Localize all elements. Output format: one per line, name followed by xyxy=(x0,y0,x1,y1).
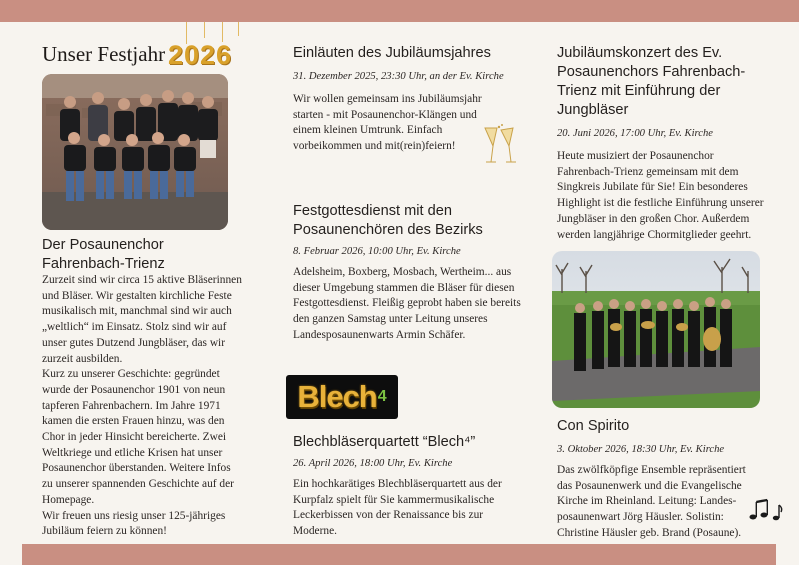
event-text: Das zwölfköpfige Ensemble repräsentiert das Posaunenwerk und die Evangelische Kirche im Rheinland. Leitung: Landes-posaunenwart Jörg Häusler. Solistin: Christine Häusler geb. Brand (Posaune). xyxy=(557,464,746,539)
balloon-string xyxy=(238,22,239,36)
bottom-band xyxy=(0,544,799,565)
festjahr-year: 2026 xyxy=(168,40,233,70)
event-text: Ein hochkarätiges Blechbläserquartett aus der Kurpfalz spielt für Sie kammermusikalische Leckerbissen von der Renaissance bis zur Moderne. xyxy=(293,478,502,538)
event-meta: 26. April 2026, 18:00 Uhr, Ev. Kirche xyxy=(293,458,453,469)
event-meta: 8. Februar 2026, 10:00 Uhr, Ev. Kirche xyxy=(293,246,461,257)
event-blech4 xyxy=(293,433,523,540)
balloon-string xyxy=(222,22,223,42)
event-text: Wir wollen gemeinsam ins Jubiläumsjahr starten - mit Posaunenchor-Klängen und einem kleinen Umtrunk. Einfach vorbeikommen und mit(rein)feiern! xyxy=(293,93,482,153)
music-notes-icon xyxy=(748,497,784,523)
event-title: Blechbläserquartett “Blech⁴” xyxy=(293,434,476,450)
blech4-logo-text: Blech xyxy=(297,379,377,414)
top-band xyxy=(0,0,799,22)
event-meta: 20. Juni 2026, 17:00 Uhr, Ev. Kirche xyxy=(557,128,713,139)
balloon-string xyxy=(204,22,205,38)
choir-paragraph: Zurzeit sind wir circa 15 aktive Bläserinnen und Bläser. Wir gestalten kirchliche Feste musikalisch mit, manchmal sind wir auch „weltlich“ im Einsatz. Stolz sind wir auf unser gutes Dutzend Jungbläser, das wir zurzeit ausbilden. xyxy=(42,274,242,365)
event-jubilaeumskonzert xyxy=(557,44,772,243)
blech4-logo-sup: 4 xyxy=(377,388,387,405)
event-title: Con Spirito xyxy=(557,418,630,434)
event-title: Jubiläumskonzert des Ev. Posaunenchors Fahrenbach-Trienz mit Einführung der Jungbläser xyxy=(557,45,746,118)
blech4-logo xyxy=(286,375,398,419)
festjahr-title: Unser Festjahr xyxy=(42,42,166,66)
event-con-spirito xyxy=(557,417,772,542)
event-festgottesdienst xyxy=(293,202,523,344)
event-title: Einläuten des Jubiläumsjahres xyxy=(293,45,491,61)
event-meta: 31. Dezember 2025, 23:30 Uhr, an der Ev. Kirche xyxy=(293,71,504,82)
choir-group-photo xyxy=(42,74,228,230)
choir-heading: Der Posaunenchor Fahrenbach-Trienz xyxy=(42,237,165,272)
champagne-glasses-icon xyxy=(479,124,521,168)
event-text: Adelsheim, Boxberg, Mosbach, Wertheim... aus dieser Umgebung stammen die Bläser für diesen Festgottesdienst. Fleißig geprobt haben sie bereits den ganzen Samstag unter Leitung unseres Landesposaunenwarts Armin Schäfer. xyxy=(293,266,521,341)
choir-paragraph: Wir freuen uns riesig unser 125-jähriges Jubiläum feiern zu können! xyxy=(42,509,226,538)
con-spirito-photo xyxy=(552,251,760,408)
event-title: Festgottesdienst mit den Posaunenchören des Bezirks xyxy=(293,203,483,238)
choir-description xyxy=(42,273,242,540)
event-meta: 3. Oktober 2026, 18:30 Uhr, Ev. Kirche xyxy=(557,444,725,455)
choir-paragraph: Kurz zu unserer Geschichte: gegründet wurde der Posaunenchor 1901 von neun tapferen Fahrenbachern. Im Jahre 1971 kamen die ersten Frauen hinzu, was den Chor in jeder Hinsicht bereicherte. Zwei Weltkriege und etliche Krisen hat unser Posaunenchor überstanden. Weitere Infos zu unserer spannenden Geschichte auf der Homepage. xyxy=(42,368,234,506)
event-text: Heute musiziert der Posaunenchor Fahrenbach-Trienz gemeinsam mit dem Singkreis Jubilate für Sie! Ein besonderes Highlight ist die festliche Einführung unserer Jungbläser in den großen Chor. Außerdem werden langjährige Chormitglieder geehrt. xyxy=(557,150,764,241)
